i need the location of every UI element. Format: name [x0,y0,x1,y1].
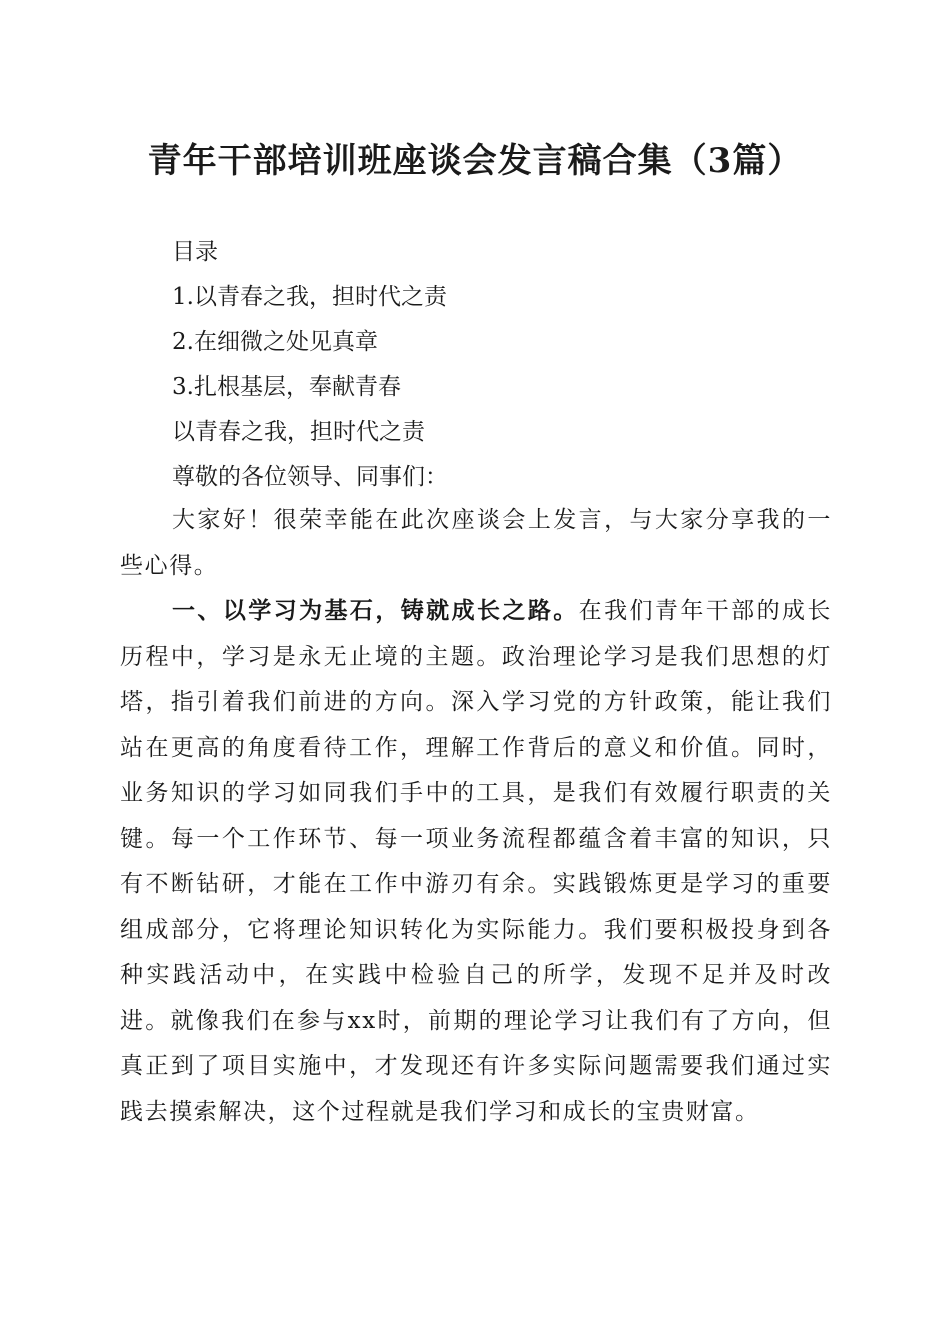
paragraph-lead: 一、以学习为基石，铸就成长之路。 [172,598,579,624]
paragraph-text: 在我们青年干部的成长历程中，学习是永无止境的主题。政治理论学习是我们思想的灯塔，指引着我们前进的方向。深入学习党的方针政策，能让我们站在更高的角度看待工作，理解工作背后的意义和价值。同时，业务知识的学习如同我们手中的工具，是我们有效履行职责的关键。每一个工作环节、每一项业务流程都蕴含着丰富的知识，只有不断钻研，才能在工作中游刃有余。实践锻炼更是学习的重要组成部分，它将理论知识转化为实际能力。我们要积极投身到各种实践活动中，在实践中检验自己的所学，发现不足并及时改进。就像我们在参与xx时，前期的理论学习让我们有了方向，但真正到了项目实施中，才发现还有许多实际问题需要我们通过实践去摸索解决，这个过程就是我们学习和成长的宝贵财富。 [120,598,832,1125]
paragraph-greeting [120,498,832,589]
body-text [120,498,832,1135]
toc-item: 1.以青春之我，担时代之责 [172,284,447,310]
toc-heading: 目录 [172,239,218,265]
paragraph-section-one [120,589,832,1135]
paragraph-text: 大家好！很荣幸能在此次座谈会上发言，与大家分享我的一些心得。 [120,507,832,579]
section-title: 以青春之我，担时代之责 [172,419,425,445]
toc-item: 2.在细微之处见真章 [172,329,378,355]
table-of-contents [172,230,872,500]
salutation: 尊敬的各位领导、同事们： [172,464,448,490]
document-title: 青年干部培训班座谈会发言稿合集（3篇） [147,141,803,181]
toc-item: 3.扎根基层，奉献青春 [172,374,401,400]
